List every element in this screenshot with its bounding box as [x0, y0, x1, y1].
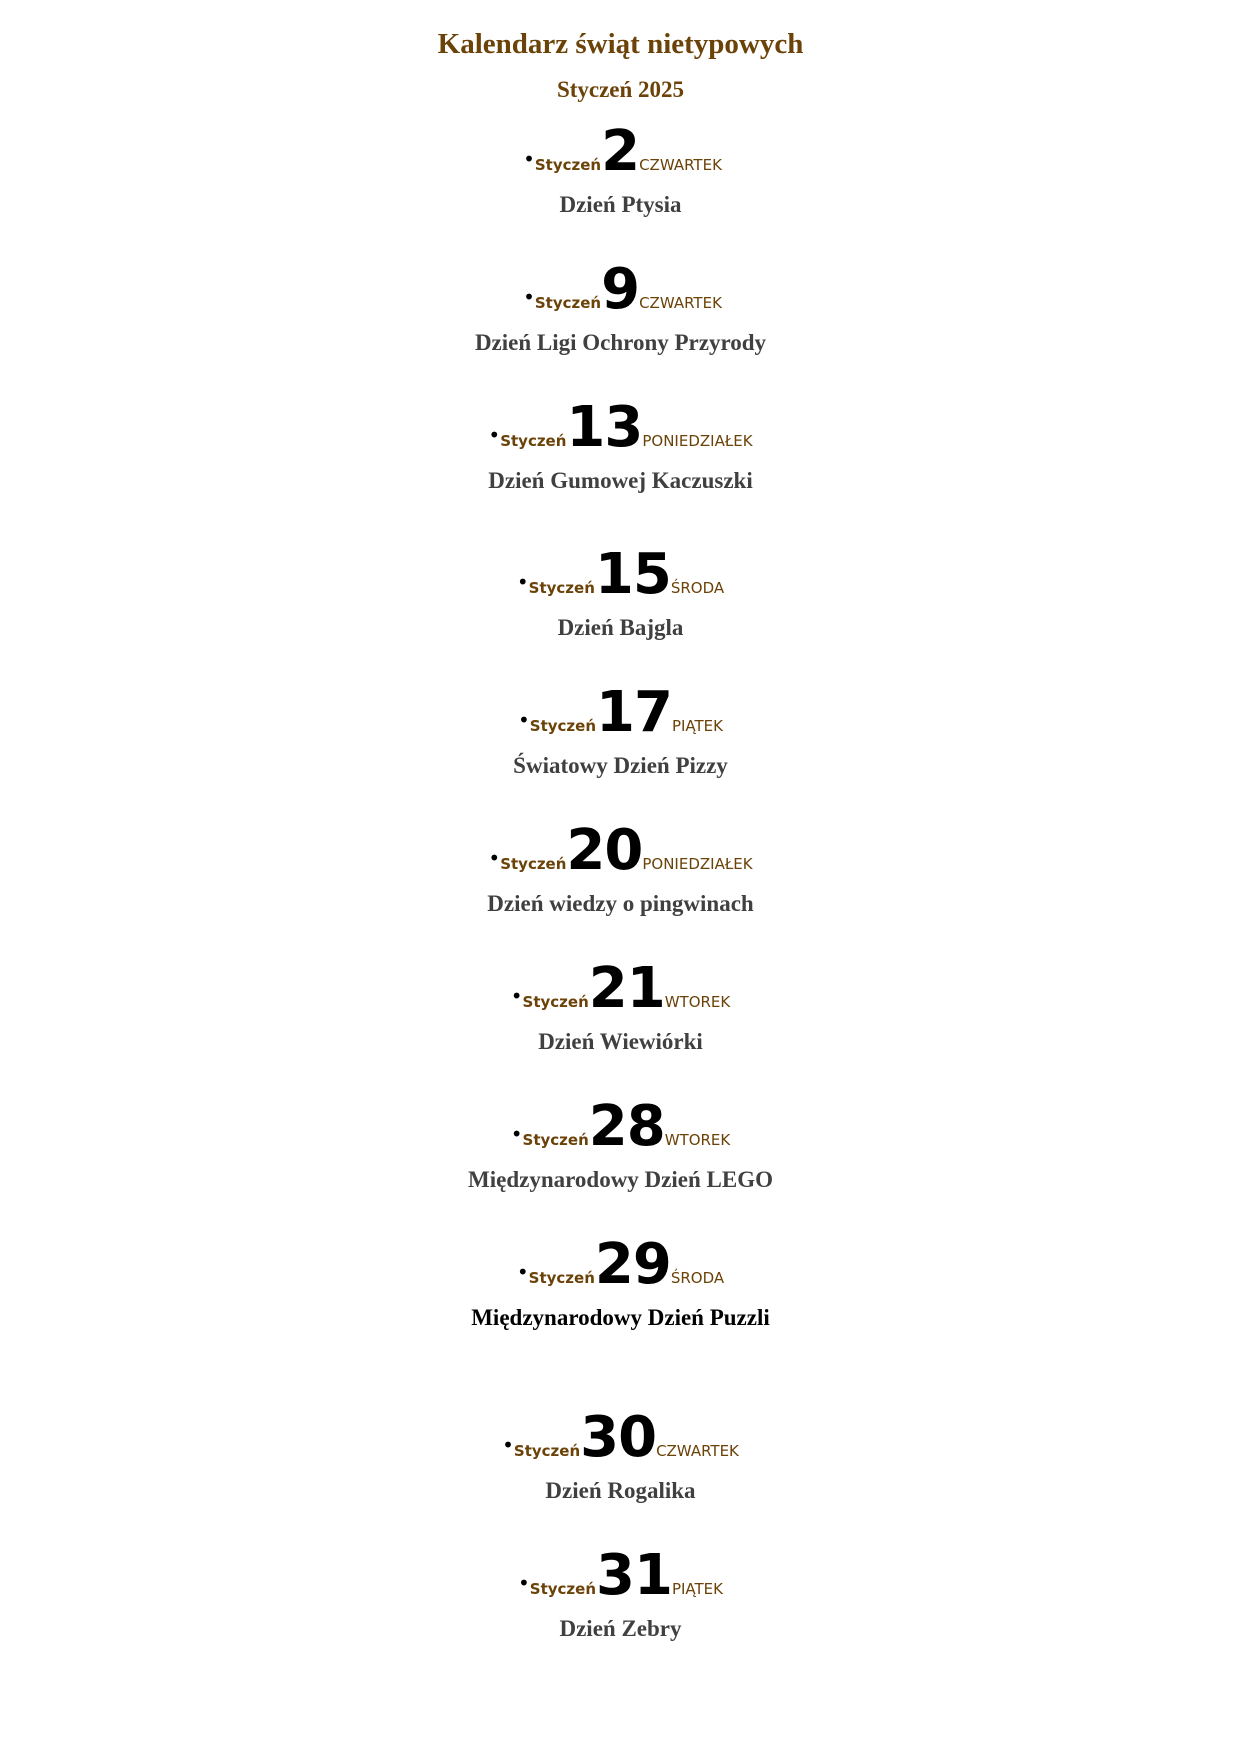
entry-day: 30 [580, 1405, 657, 1470]
date-line [0, 818, 1241, 883]
bullet-icon: • [516, 570, 529, 594]
entry-month: Styczeń [529, 1580, 597, 1598]
entry-weekday: PIĄTEK [671, 1580, 723, 1598]
holiday-name: Dzień Gumowej Kaczuszki [488, 468, 753, 493]
entry-month: Styczeń [529, 717, 597, 735]
page-subtitle: Styczeń 2025 [556, 77, 685, 102]
holiday-name: Dzień Rogalika [545, 1478, 696, 1503]
entry-month: Styczeń [528, 1269, 595, 1287]
bullet-icon: • [516, 1260, 529, 1284]
entry-day: 28 [588, 1094, 665, 1159]
entry-weekday: PONIEDZIAŁEK [642, 432, 753, 450]
entry-month: Styczeń [500, 855, 567, 873]
entry-weekday: CZWARTEK [656, 1442, 739, 1460]
bullet-icon: • [488, 846, 501, 870]
entry-day: 13 [566, 395, 643, 460]
bullet-icon: • [517, 708, 530, 732]
entry-weekday: WTOREK [664, 1131, 731, 1149]
calendar-entry [0, 680, 1241, 795]
date-line [0, 1094, 1241, 1159]
bullet-icon: • [510, 1122, 523, 1146]
bullet-icon: • [523, 147, 535, 171]
entry-month: Styczeń [513, 1442, 581, 1460]
calendar-entry [0, 1094, 1241, 1209]
date-line [0, 119, 1241, 184]
holiday-name: Dzień Ligi Ochrony Przyrody [474, 330, 767, 355]
entry-weekday: PONIEDZIAŁEK [642, 855, 753, 873]
date-line [0, 1405, 1241, 1470]
entry-weekday: ŚRODA [670, 1269, 725, 1287]
calendar-entry [0, 1405, 1241, 1520]
page-title: Kalendarz świąt nietypowych [437, 28, 804, 60]
calendar-entry [0, 956, 1241, 1071]
date-line [0, 542, 1241, 607]
entry-day: 15 [594, 542, 671, 607]
entry-day: 2 [601, 119, 640, 184]
holiday-name: Międzynarodowy Dzień LEGO [468, 1167, 773, 1192]
date-line [0, 257, 1241, 322]
entry-weekday: ŚRODA [670, 579, 725, 597]
entry-day: 9 [601, 257, 640, 322]
entry-weekday: WTOREK [664, 993, 731, 1011]
calendar-entry [0, 119, 1241, 234]
date-line [0, 1232, 1241, 1297]
date-line [0, 680, 1241, 745]
holiday-name: Dzień Ptysia [559, 192, 682, 217]
calendar-entry [0, 818, 1241, 933]
holiday-name: Światowy Dzień Pizzy [513, 753, 728, 778]
entry-day: 29 [594, 1232, 671, 1297]
holiday-name: Dzień wiedzy o pingwinach [487, 891, 754, 916]
date-line [0, 395, 1241, 460]
entry-weekday: CZWARTEK [639, 294, 722, 312]
bullet-icon: • [510, 984, 523, 1008]
holiday-name: Dzień Zebry [559, 1616, 682, 1641]
date-line [0, 956, 1241, 1021]
entry-month: Styczeń [528, 579, 595, 597]
entry-weekday: PIĄTEK [671, 717, 723, 735]
calendar-entry [0, 542, 1241, 657]
entry-month: Styczeń [522, 993, 589, 1011]
holiday-name: Dzień Bajgla [557, 615, 684, 640]
bullet-icon: • [502, 1433, 514, 1457]
bullet-icon: • [517, 1571, 530, 1595]
bullet-icon: • [523, 285, 535, 309]
entry-day: 20 [566, 818, 643, 883]
entry-month: Styczeń [534, 156, 602, 174]
entry-day: 21 [588, 956, 665, 1021]
holiday-name: Międzynarodowy Dzień Puzzli [471, 1305, 770, 1330]
calendar-entry [0, 1232, 1241, 1347]
entry-day: 17 [596, 680, 672, 745]
calendar-entry [0, 395, 1241, 510]
date-line [0, 1543, 1241, 1608]
entry-day: 31 [596, 1543, 672, 1608]
entry-month: Styczeń [534, 294, 602, 312]
calendar-entry [0, 257, 1241, 372]
calendar-entry [0, 1543, 1241, 1658]
entry-month: Styczeń [522, 1131, 589, 1149]
entry-weekday: CZWARTEK [639, 156, 722, 174]
entry-month: Styczeń [500, 432, 567, 450]
holiday-name: Dzień Wiewiórki [538, 1029, 703, 1054]
bullet-icon: • [488, 423, 501, 447]
